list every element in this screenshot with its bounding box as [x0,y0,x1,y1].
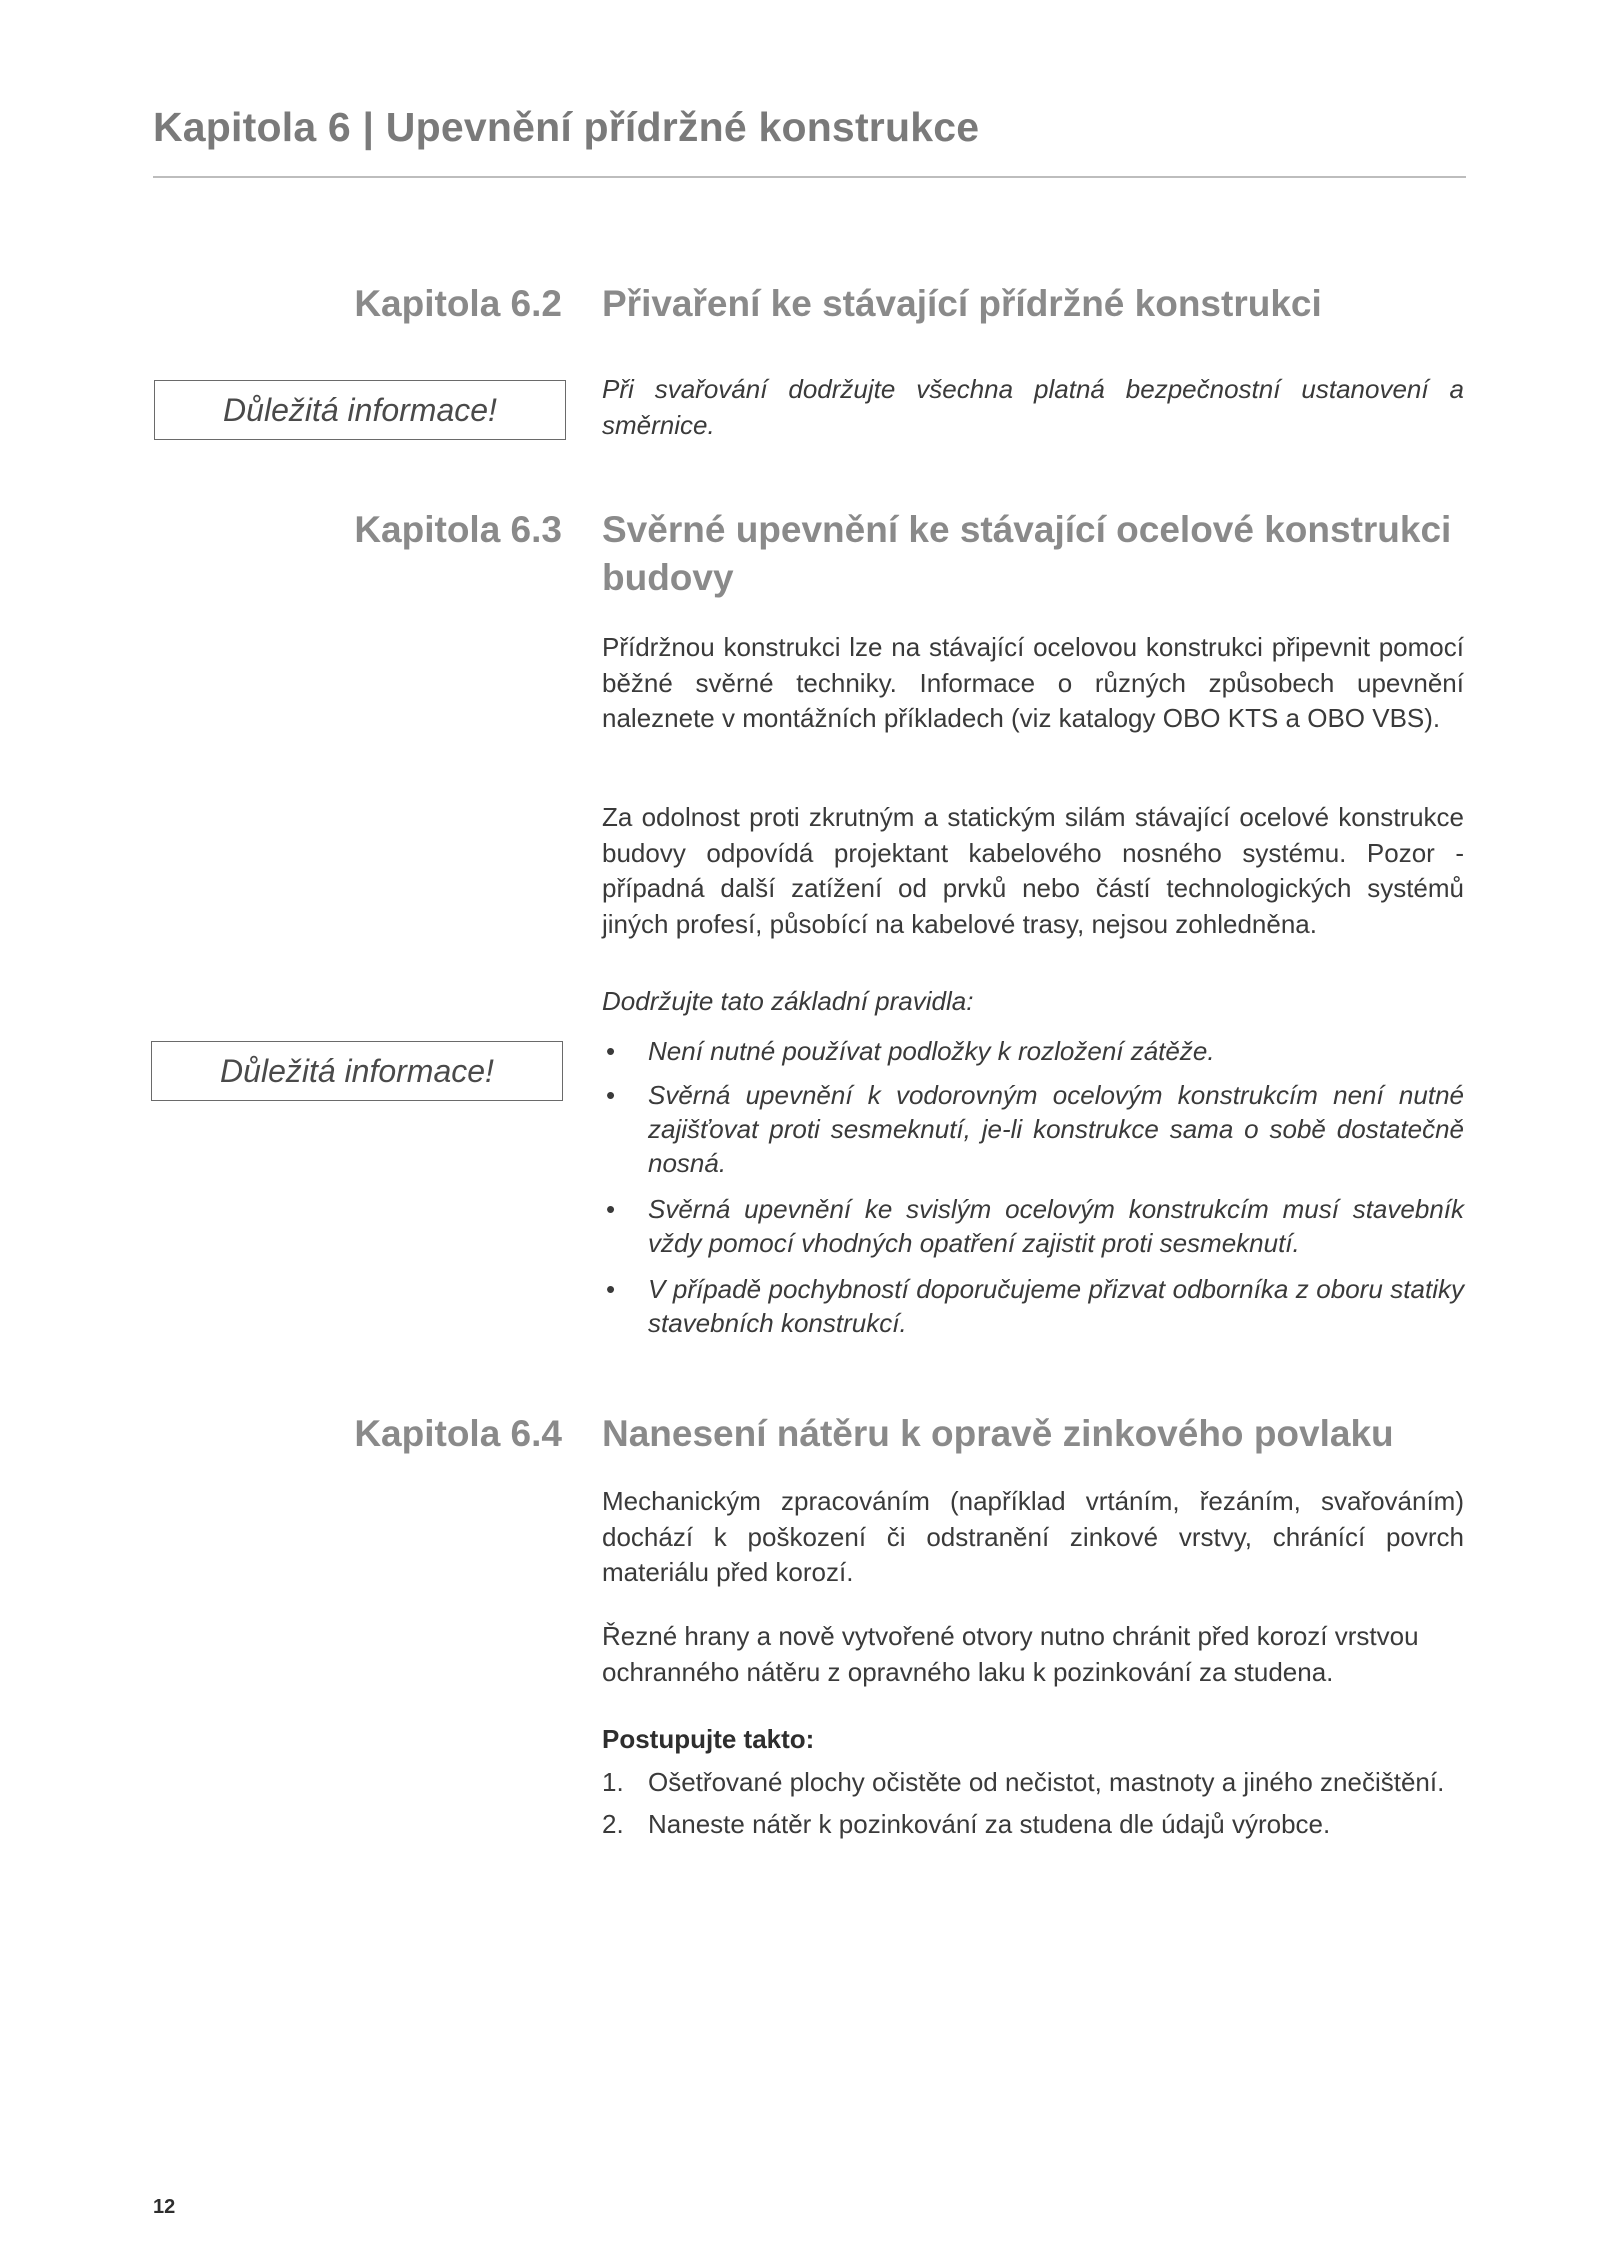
section-6-3-paragraph-1: Přídržnou konstrukci lze na stávající ocelovou konstrukci připevnit pomocí běžné svěrné techniky. Informace o různých způsobech upevnění naleznete v montážních příkladech (viz katalogy OBO KTS a OBO VBS). [602,632,1464,733]
list-item [602,1192,1464,1260]
important-info-box [151,1041,563,1101]
section-6-2-title: Přivaření ke stávající přídržné konstrukci [602,283,1322,324]
section-6-2-number: Kapitola 6.2 [354,283,562,324]
step-number: 2. [602,1809,624,1839]
important-info-box [154,380,566,440]
bullet-icon: • [606,1194,616,1224]
step-text: Naneste nátěr k pozinkování za studena dle údajů výrobce. [648,1809,1331,1839]
section-6-4-paragraph-2: Řezné hrany a nově vytvořené otvory nutno chránit před korozí vrstvou ochranného nátěru z opravného laku k pozinkování za studena. [602,1621,1419,1687]
rules-list [602,1034,1464,1340]
steps-label: Postupujte takto: [602,1724,815,1754]
list-item [602,1272,1464,1340]
rule-text: Svěrná upevnění k vodorovným ocelovým konstrukcím není nutné zajišťovat proti sesmeknutí, je-li konstrukce sama o sobě dostatečně nosná. [648,1080,1464,1178]
list-item [602,1078,1464,1180]
rule-text: V případě pochybností doporučujeme přizvat odborníka z oboru statiky stavebních konstrukcí. [648,1274,1464,1338]
list-item [602,1034,1464,1068]
rules-intro: Dodržujte tato základní pravidla: [602,986,974,1016]
page-number: 12 [153,2196,176,2218]
list-item [602,1765,1464,1800]
bullet-icon: • [606,1274,616,1304]
section-6-3-paragraph-2: Za odolnost proti zkrutným a statickým silám stávající ocelové konstrukce budovy odpovídá projektant kabelového nosného systému. Pozor - případná další zatížení od prvků nebo částí technologických systémů jiných profesí, působící na kabelové trasy, nejsou zohledněna. [602,802,1464,939]
section-6-4-paragraph-1: Mechanickým zpracováním (například vrtáním, řezáním, svařováním) dochází k poškození či odstranění zinkové vrstvy, chránící povrch materiálu před korozí. [602,1486,1464,1587]
bullet-icon: • [606,1080,616,1110]
title-divider [153,176,1466,178]
list-item [602,1807,1464,1842]
page-title: Kapitola 6 | Upevnění přídržné konstrukce [153,104,980,150]
section-6-2-text: Při svařování dodržujte všechna platná bezpečnostní ustanovení a směrnice. [602,374,1464,440]
important-info-label: Důležitá informace! [223,391,497,428]
section-6-3-title: Svěrné upevnění ke stávající ocelové konstrukci budovy [602,509,1452,598]
bullet-icon: • [606,1036,616,1066]
rule-text: Není nutné používat podložky k rozložení zátěže. [648,1036,1215,1066]
important-info-label: Důležitá informace! [220,1052,494,1089]
step-number: 1. [602,1767,624,1797]
section-6-3-number: Kapitola 6.3 [354,509,562,550]
section-6-4-number: Kapitola 6.4 [354,1413,562,1454]
steps-list [602,1765,1464,1842]
step-text: Ošetřované plochy očistěte od nečistot, mastnoty a jiného znečištění. [648,1767,1445,1797]
rule-text: Svěrná upevnění ke svislým ocelovým konstrukcím musí stavebník vždy pomocí vhodných opatření zajistit proti sesmeknutí. [648,1194,1464,1258]
section-6-4-title: Nanesení nátěru k opravě zinkového povlaku [602,1413,1394,1454]
